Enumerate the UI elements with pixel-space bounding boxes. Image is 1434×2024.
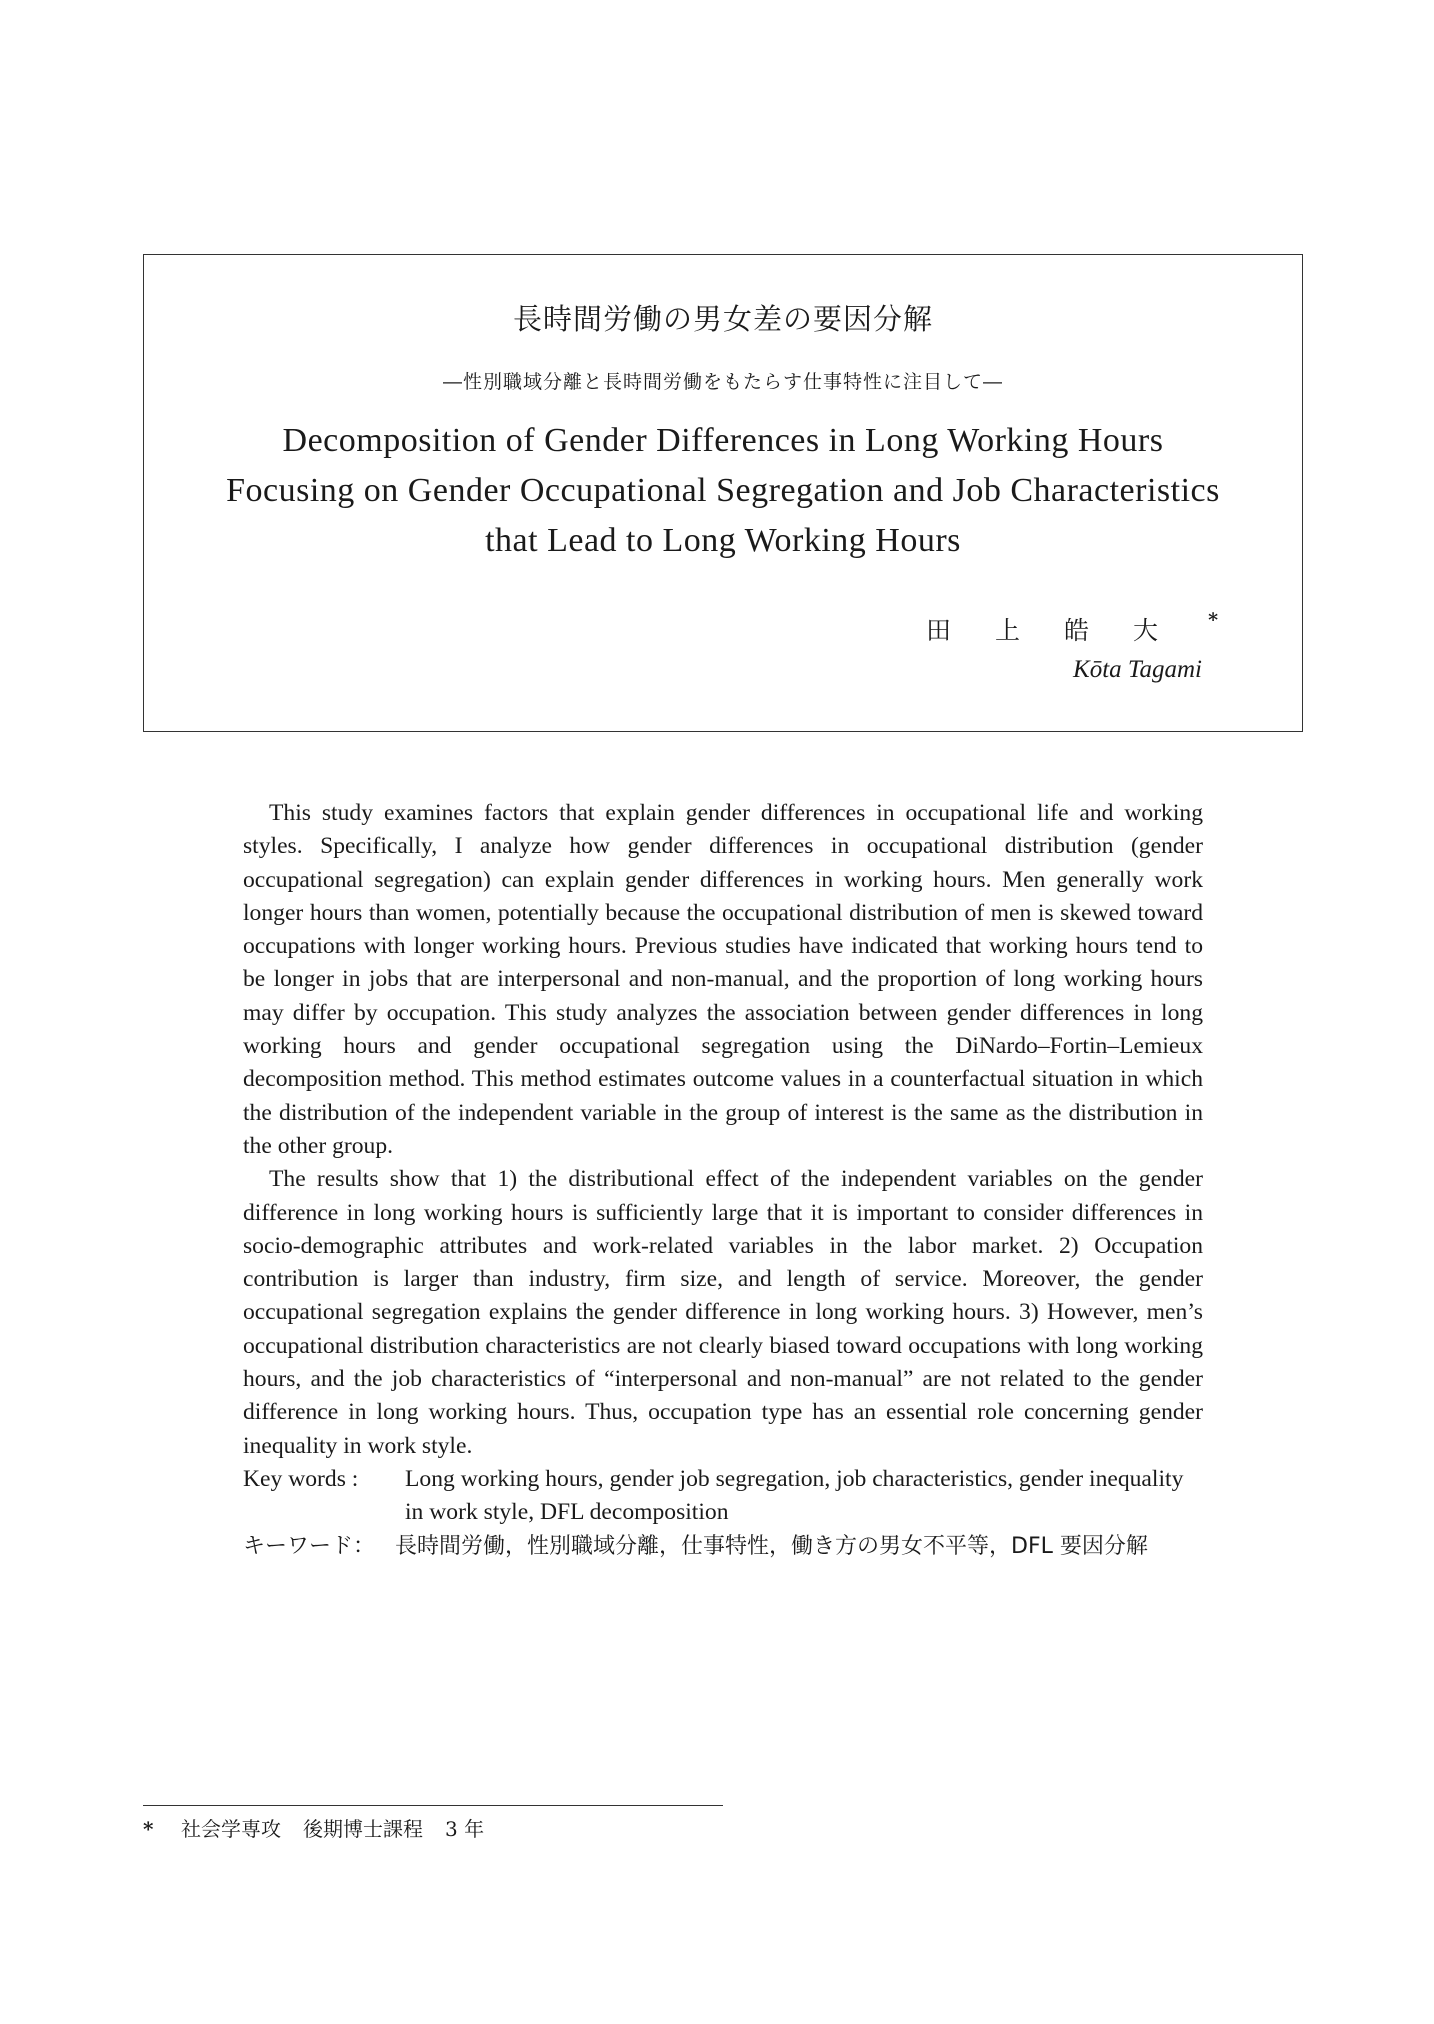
japanese-title: 長時間労働の男女差の要因分解 xyxy=(512,302,933,336)
keywords-japanese xyxy=(243,1530,1203,1563)
japanese-subtitle: ―性別職域分離と長時間労働をもたらす仕事特性に注目して― xyxy=(442,371,1003,393)
footnote xyxy=(143,1813,506,1842)
abstract-paragraph-2: The results show that 1) the distributional effect of the independent variables on the gender difference in long working hours is sufficiently large that it is important to consider differences in socio-demographic attributes and work-related variables in the labor market. 2) Occupation contribution is larger than industry, firm size, and length of service. Moreover, the gender occupational segregation explains the gender difference in long working hours. 3) However, men’s occupational distribution characteristics are not clearly biased toward occupations with long working hours, and the job characteristics of “interpersonal and non-manual” are not related to the gender difference in long working hours. Thus, occupation type has an essential role concerning gender inequality in work style. xyxy=(243,1166,1203,1459)
author-footnote-marker: * xyxy=(1208,609,1218,631)
abstract xyxy=(243,797,1203,1563)
title-box xyxy=(143,254,1303,732)
abstract-paragraph-1: This study examines factors that explain gender differences in occupational life and working styles. Specifically, I analyze how gender differences in occupational distribution (gender occupational segregation) can explain gender differences in working hours. Men generally work longer hours than women, potentially because the occupational distribution of men is skewed toward occupations with longer working hours. Previous studies have indicated that working hours tend to be longer in jobs that are interpersonal and non-manual, and the proportion of long working hours may differ by occupation. This study analyzes the association between gender differences in long working hours and gender occupational segregation using the DiNardo–Fortin–Lemieux decomposition method. This method estimates outcome values in a counterfactual situation in which the distribution of the independent variable in the group of interest is the same as the distribution in the other group. xyxy=(243,800,1203,1159)
footnote-marker: * xyxy=(143,1817,154,1841)
footnote-year: 3 年 xyxy=(445,1817,485,1841)
english-title-line-1: Decomposition of Gender Differences in Long Working Hours xyxy=(282,422,1164,459)
keywords-english xyxy=(243,1463,1203,1530)
keywords-english-label: Key words : xyxy=(243,1465,359,1492)
footnote-program: 後期博士課程 xyxy=(303,1817,423,1841)
author-name-japanese: 田上皓大 xyxy=(925,616,1202,645)
keywords-japanese-text: 長時間労働，性別職域分離，仕事特性，働き方の男女不平等，DFL 要因分解 xyxy=(395,1533,1148,1559)
english-title-line-2: Focusing on Gender Occupational Segregation and Job Characteristics xyxy=(226,472,1220,509)
footnote-department: 社会学専攻 xyxy=(181,1817,281,1841)
author-name-english: Kōta Tagami xyxy=(1073,656,1202,683)
keywords-japanese-label: キーワード： xyxy=(243,1533,376,1559)
footnote-divider xyxy=(143,1805,723,1806)
english-title-line-3: that Lead to Long Working Hours xyxy=(485,522,961,559)
keywords-english-text: Long working hours, gender job segregation, job characteristics, gender inequality in work style, DFL decomposition xyxy=(405,1465,1184,1526)
